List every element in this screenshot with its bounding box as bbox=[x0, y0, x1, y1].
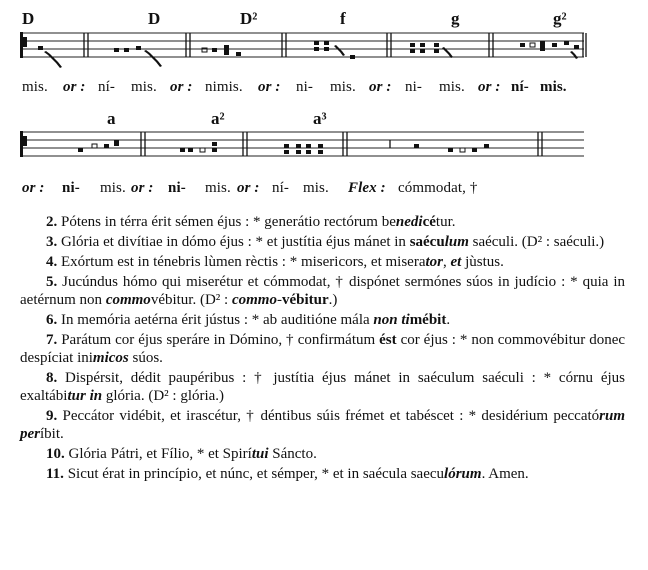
lyric-syllable: mis. bbox=[131, 79, 157, 95]
verse-number: 7. bbox=[46, 332, 62, 348]
verse-number: 5. bbox=[46, 274, 63, 290]
verse-text: - bbox=[276, 292, 282, 308]
psalm-verse bbox=[20, 331, 625, 367]
mode-label: D² bbox=[240, 9, 258, 28]
verse-text: . bbox=[446, 312, 451, 328]
lyric-syllable: ní- bbox=[511, 79, 529, 95]
mode-label: g² bbox=[553, 9, 567, 28]
lyric-syllable: or : bbox=[478, 79, 501, 95]
lyric-syllable: mis. bbox=[540, 79, 567, 95]
psalm-verse bbox=[20, 213, 625, 231]
mode-label: D bbox=[22, 9, 35, 28]
lyric-syllable: or : bbox=[63, 79, 86, 95]
verse-text: Peccátor vidébit, et irascétur, † déntibus súis frémet et tabéscet : * desidérium peccató bbox=[62, 408, 600, 424]
lyric-line-row-1 bbox=[0, 79, 648, 99]
verse-text: saéculi. (D² : saéculi.) bbox=[468, 234, 605, 250]
psalm-verse bbox=[20, 273, 625, 309]
verse-text: saécu bbox=[409, 234, 445, 250]
mode-label: a bbox=[107, 109, 116, 128]
lyric-syllable: or : bbox=[369, 79, 392, 95]
verse-text: , bbox=[443, 254, 451, 270]
lyric-syllable: nimis. bbox=[205, 79, 243, 95]
verse-text: Parátum cor éjus speráre in Dómino, † confirmátum bbox=[61, 332, 380, 348]
verse-text: tur. bbox=[435, 214, 456, 230]
verse-text: Sicut érat in princípio, et núnc, et sémper, * et in saécula saecu bbox=[67, 466, 445, 482]
lyric-syllable: or : bbox=[237, 180, 260, 196]
lyric-syllable: or : bbox=[131, 180, 154, 196]
verse-text: non ti bbox=[373, 312, 410, 328]
lyric-syllable: ni- bbox=[405, 79, 422, 95]
verse-text: Pótens in térra érit sémen éjus : * generátio rectórum be bbox=[61, 214, 396, 230]
lyric-syllable: mis. bbox=[22, 79, 48, 95]
verse-text: tur in bbox=[67, 388, 103, 404]
mode-label: g bbox=[451, 9, 460, 28]
lyric-syllable: ni- bbox=[62, 180, 80, 196]
verse-number: 10. bbox=[46, 446, 69, 462]
verse-text: . Amen. bbox=[481, 466, 529, 482]
verse-number: 11. bbox=[46, 466, 68, 482]
psalm-verse bbox=[20, 311, 625, 329]
verse-text: ést bbox=[379, 332, 397, 348]
verse-text: Glória Pátri, et Fílio, * et Spirí bbox=[68, 446, 252, 462]
psalm-verse bbox=[20, 465, 625, 483]
verse-text: lum bbox=[444, 234, 469, 250]
verse-number: 4. bbox=[46, 254, 61, 270]
verse-text: rum per bbox=[20, 408, 625, 442]
verse-text: Glória et divítiae in dómo éjus : * et justítia éjus mánet in bbox=[61, 234, 410, 250]
verse-text: tor bbox=[425, 254, 444, 270]
psalm-verse bbox=[20, 233, 625, 251]
verse-text: micos bbox=[92, 350, 129, 366]
mode-label: a² bbox=[211, 109, 225, 128]
lyric-syllable: mis. bbox=[100, 180, 126, 196]
verse-number: 6. bbox=[46, 312, 61, 328]
lyric-syllable: ní- bbox=[98, 79, 115, 95]
mode-label: a³ bbox=[313, 109, 327, 128]
lyric-syllable: or : bbox=[22, 180, 45, 196]
verse-text: íbit. bbox=[40, 426, 64, 442]
psalm-verse bbox=[20, 369, 625, 405]
mode-label: D bbox=[148, 9, 161, 28]
chant-staff-row-2 bbox=[0, 118, 648, 178]
flex-label: Flex : bbox=[348, 180, 386, 196]
verse-text: vébitur bbox=[281, 292, 329, 308]
lyric-syllable: mis. bbox=[439, 79, 465, 95]
verse-text: glória. (D² : glória.) bbox=[102, 388, 225, 404]
lyric-syllable: ni- bbox=[168, 180, 186, 196]
verse-number: 3. bbox=[46, 234, 61, 250]
psalm-verse bbox=[20, 253, 625, 271]
verse-text: commo bbox=[231, 292, 277, 308]
lyric-syllable: ní- bbox=[272, 180, 289, 196]
verse-number: 2. bbox=[46, 214, 61, 230]
verse-text: et bbox=[450, 254, 462, 270]
psalm-verse bbox=[20, 445, 625, 463]
lyric-syllable: or : bbox=[170, 79, 193, 95]
verse-number: 9. bbox=[46, 408, 63, 424]
verse-text: súos. bbox=[128, 350, 163, 366]
verse-text: Exórtum est in ténebris lùmen rèctis : * misericors, et misera bbox=[61, 254, 426, 270]
verse-text: nedi bbox=[395, 214, 423, 230]
psalm-verses bbox=[20, 213, 625, 485]
verse-text: commo bbox=[105, 292, 151, 308]
mode-label: f bbox=[340, 9, 346, 28]
verse-text: Jucúndus hómo qui miserétur et cómmodat, † dispónet sermónes súos in judício : * quia in aetérnum non bbox=[20, 274, 625, 308]
lyric-syllable: mis. bbox=[330, 79, 356, 95]
verse-text: jùstus. bbox=[461, 254, 504, 270]
lyric-syllable: mis. bbox=[303, 180, 329, 196]
verse-number: 8. bbox=[46, 370, 66, 386]
verse-text: tui bbox=[251, 446, 269, 462]
verse-text: mébit bbox=[409, 312, 447, 328]
verse-text: Dispérsit, dédit paupéribus : † justítia éjus mánet in saéculum saéculi : * córnu éjus exaltábi bbox=[20, 370, 626, 404]
lyric-syllable: mis. bbox=[205, 180, 231, 196]
verse-text: cor éjus : * non commovébitur donec despíciat ini bbox=[20, 332, 626, 366]
verse-text: vébitur. (D² : bbox=[150, 292, 232, 308]
lyric-syllable: ni- bbox=[296, 79, 313, 95]
psalm-verse bbox=[20, 407, 625, 443]
verse-text: c bbox=[422, 214, 430, 230]
verse-text: é bbox=[429, 214, 436, 230]
verse-text: In memória aetérna érit jústus : * ab auditióne mála bbox=[61, 312, 374, 328]
lyric-syllable: or : bbox=[258, 79, 281, 95]
verse-text: Sáncto. bbox=[268, 446, 317, 462]
verse-text: .) bbox=[328, 292, 338, 308]
flex-text: cómmodat, † bbox=[398, 180, 478, 196]
lyric-line-row-2 bbox=[0, 180, 648, 200]
verse-text: lórum bbox=[444, 466, 482, 482]
